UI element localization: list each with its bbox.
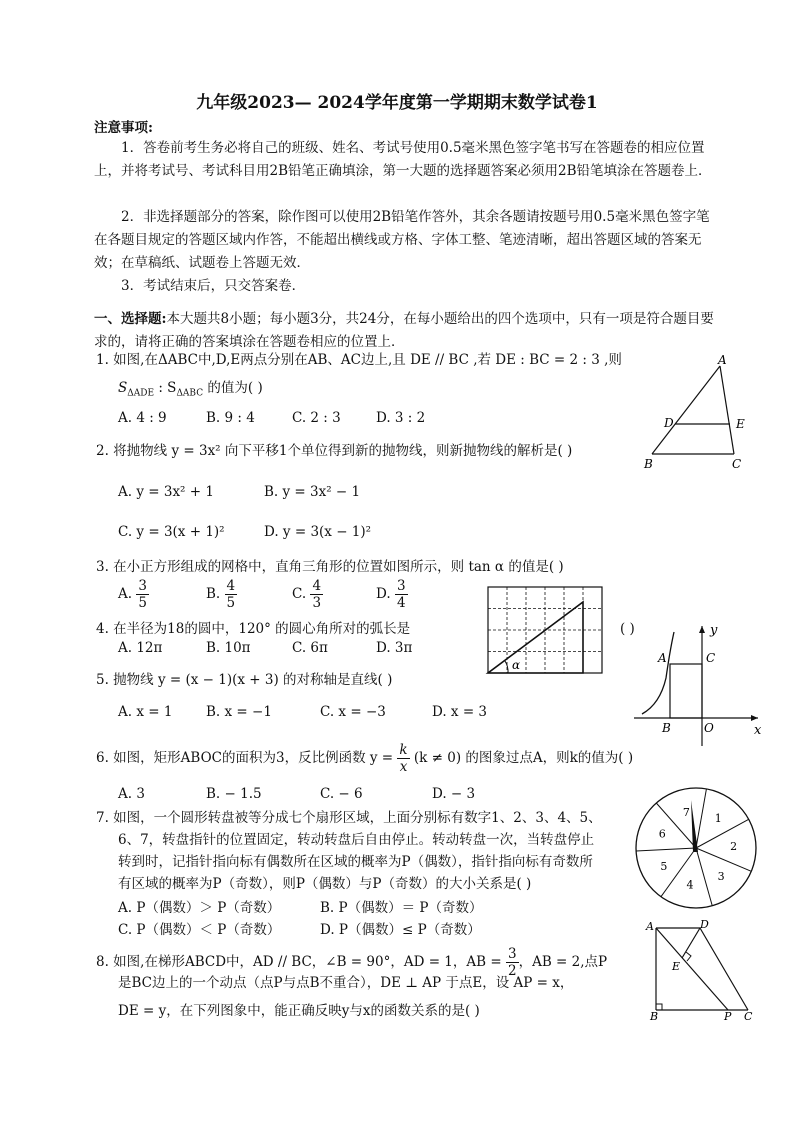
q7-option-d: D. P（偶数）≤ P（奇数） — [320, 922, 481, 938]
spinner-label: 2 — [730, 840, 738, 854]
q4-option-c: C. 6π — [292, 640, 328, 656]
q1-option-a: A. 4 : 9 — [118, 410, 167, 426]
q3-option-a: A. $\frac{3}{5}$ — [118, 578, 147, 611]
q3-stem: 3. 在小正方形组成的网格中，直角三角形的位置如图所示，则 tan α 的值是( ) — [96, 559, 564, 575]
q1-stem: 1. 如图,在ΔABC中,D,E两点分别在AB、AC边上,且 DE // BC ,若 DE : BC = 2 : 3 ,则 — [96, 352, 622, 368]
q8-label-e: E — [672, 960, 681, 973]
q1-stem-line2: $S_{\Delta ADE}$ : $S_{\Delta ABC}$ 的值为( ) — [118, 380, 263, 399]
q1-triangle-figure — [640, 352, 760, 472]
q1-option-d: D. 3 : 2 — [376, 410, 426, 426]
q4-option-b: B. 10π — [206, 640, 251, 656]
note-item-2: 2．非选择题部分的答案，除作图可以使用2B铅笔作答外，其余各题请按题号用0.5毫米黑色签字笔在各题目规定的答题区域内作答，不能超出横线或方格、字体工整、笔迹清晰，超出答题区域的答案无效；在草稿纸、试题卷上答题无效． — [94, 209, 710, 271]
q3-option-b: B. $\frac{4}{5}$ — [206, 578, 236, 611]
q1-label-d: D — [664, 416, 674, 430]
q5-option-b: B. x = −1 — [206, 704, 272, 720]
q6-option-a: A. 3 — [118, 786, 145, 802]
q6-hyperbola-figure — [630, 620, 770, 748]
q7-spinner-figure — [628, 784, 768, 914]
q5-stem: 5. 抛物线 y = (x − 1)(x + 3) 的对称轴是直线( ) — [96, 672, 393, 688]
q5-option-a: A. x = 1 — [118, 704, 173, 720]
q8-stem-line2: 是BC边上的一个动点（点P与点B不重合），DE ⊥ AP 于点E，设 AP = x， — [118, 975, 574, 991]
q3-option-d: D. $\frac{3}{4}$ — [376, 578, 406, 611]
q1-option-b: B. 9 : 4 — [206, 410, 255, 426]
spinner-divider — [696, 819, 749, 848]
q6-stem: 6. 如图，矩形ABOC的面积为3，反比例函数 y = $\frac{k}{x}$ (k ≠ 0) 的图象过点A，则k的值为( ) — [96, 742, 634, 775]
q7-stem-line3: 转到时，记指针指向标有偶数所在区域的概率为P（偶数），指针指向标有奇数所 — [118, 854, 593, 870]
q3-grid-figure — [486, 585, 606, 677]
q6-label-x: x — [754, 723, 762, 738]
q6-option-d: D. − 3 — [432, 786, 476, 802]
q6-label-y: y — [710, 623, 718, 638]
spinner-label: 7 — [682, 806, 690, 820]
spinner-label: 6 — [658, 827, 666, 841]
q1-label-e: E — [736, 417, 745, 431]
q3-label-alpha: α — [512, 658, 521, 672]
q1-label-b: B — [644, 457, 653, 471]
q7-option-b: B. P（偶数）＝ P（奇数） — [320, 900, 483, 916]
q4-answer-paren: ( ) — [620, 621, 635, 637]
q8-stem-line3: DE = y，在下列图象中，能正确反映y与x的函数关系的是( ) — [118, 1003, 480, 1019]
q6-label-c: C — [706, 651, 716, 665]
spinner-divider — [696, 789, 706, 848]
q2-option-a: A. y = 3x² + 1 — [118, 484, 214, 500]
q7-option-a: A. P（偶数）＞ P（奇数） — [118, 900, 281, 916]
spinner-divider — [696, 848, 712, 906]
notes-heading: 注意事项: — [94, 120, 153, 136]
q6-option-c: C. − 6 — [320, 786, 363, 802]
q3-option-c: C. $\frac{4}{3}$ — [292, 578, 322, 611]
note-item-1: 1．答卷前考生务必将自己的班级、姓名、考试号使用0.5毫米黑色签字笔书写在答题卷的相应位置上，并将考试号、考试科目用2B铅笔正确填涂，第一大题的选择题答案必须用2B铅笔填涂在答题卷上． — [94, 140, 712, 179]
spinner-label: 3 — [717, 869, 725, 883]
q6-option-b: B. − 1.5 — [206, 786, 262, 802]
q2-option-d: D. y = 3(x − 1)² — [264, 524, 372, 540]
q5-option-d: D. x = 3 — [432, 704, 488, 720]
q7-stem-line4: 有区域的概率为P（奇数），则P（偶数）与P（奇数）的大小关系是( ) — [118, 876, 532, 892]
q6-label-a: A — [658, 651, 667, 665]
section1-block — [94, 308, 722, 354]
q8-label-p: P — [724, 1010, 732, 1023]
spinner-divider — [636, 848, 696, 851]
q2-stem: 2. 将抛物线 y = 3x² 向下平移1个单位得到新的抛物线，则新抛物线的解析是( ) — [96, 443, 573, 459]
q7-stem-line1: 7. 如图，一个圆形转盘被等分成七个扇形区域，上面分别标有数字1、2、3、4、5、 — [96, 810, 602, 826]
q4-option-d: D. 3π — [376, 640, 413, 656]
spinner-label: 1 — [714, 811, 722, 825]
q7-option-c: C. P（偶数）＜ P（奇数） — [118, 922, 281, 938]
q4-option-a: A. 12π — [118, 640, 163, 656]
spinner-divider — [696, 848, 751, 871]
q8-label-b: B — [650, 1010, 659, 1023]
note-item-3: 3．考试结束后，只交答案卷． — [121, 278, 306, 294]
q4-stem: 4. 在半径为18的圆中，120° 的圆心角所对的弧长是 — [96, 621, 411, 637]
q8-label-c: C — [744, 1010, 753, 1023]
q5-option-c: C. x = −3 — [320, 704, 386, 720]
q1-label-a: A — [718, 353, 727, 367]
spinner-label: 5 — [660, 859, 668, 873]
spinner-divider — [656, 803, 696, 848]
q8-trapezoid-figure — [640, 918, 770, 1022]
q8-stem-line1: 8. 如图,在梯形ABCD中，AD // BC，∠B = 90°，AD = 1，AB = $\frac{3}{2}$ ，AB = 2,点P — [96, 946, 608, 979]
q1-label-c: C — [732, 457, 742, 471]
q7-stem-line2: 6、7，转盘指针的位置固定，转动转盘后自由停止。转动转盘一次，当转盘停止 — [118, 832, 595, 848]
q8-label-d: D — [700, 918, 709, 931]
exam-title: 九年级2023— 2024学年度第一学期期末数学试卷1 — [196, 93, 598, 113]
q2-option-b: B. y = 3x² − 1 — [264, 484, 361, 500]
section1-heading: 一、选择题: — [94, 311, 167, 327]
q8-label-a: A — [646, 920, 654, 933]
q2-option-c: C. y = 3(x + 1)² — [118, 524, 225, 540]
spinner-label: 4 — [686, 878, 694, 892]
q1-option-c: C. 2 : 3 — [292, 410, 341, 426]
q6-label-b: B — [662, 721, 671, 735]
section1-description: 本大题共8小题；每小题3分，共24分，在每小题给出的四个选项中，只有一项是符合题目要求的，请将正确的答案填涂在答题卷相应的位置上． — [94, 311, 714, 350]
q6-label-o: O — [704, 721, 714, 735]
